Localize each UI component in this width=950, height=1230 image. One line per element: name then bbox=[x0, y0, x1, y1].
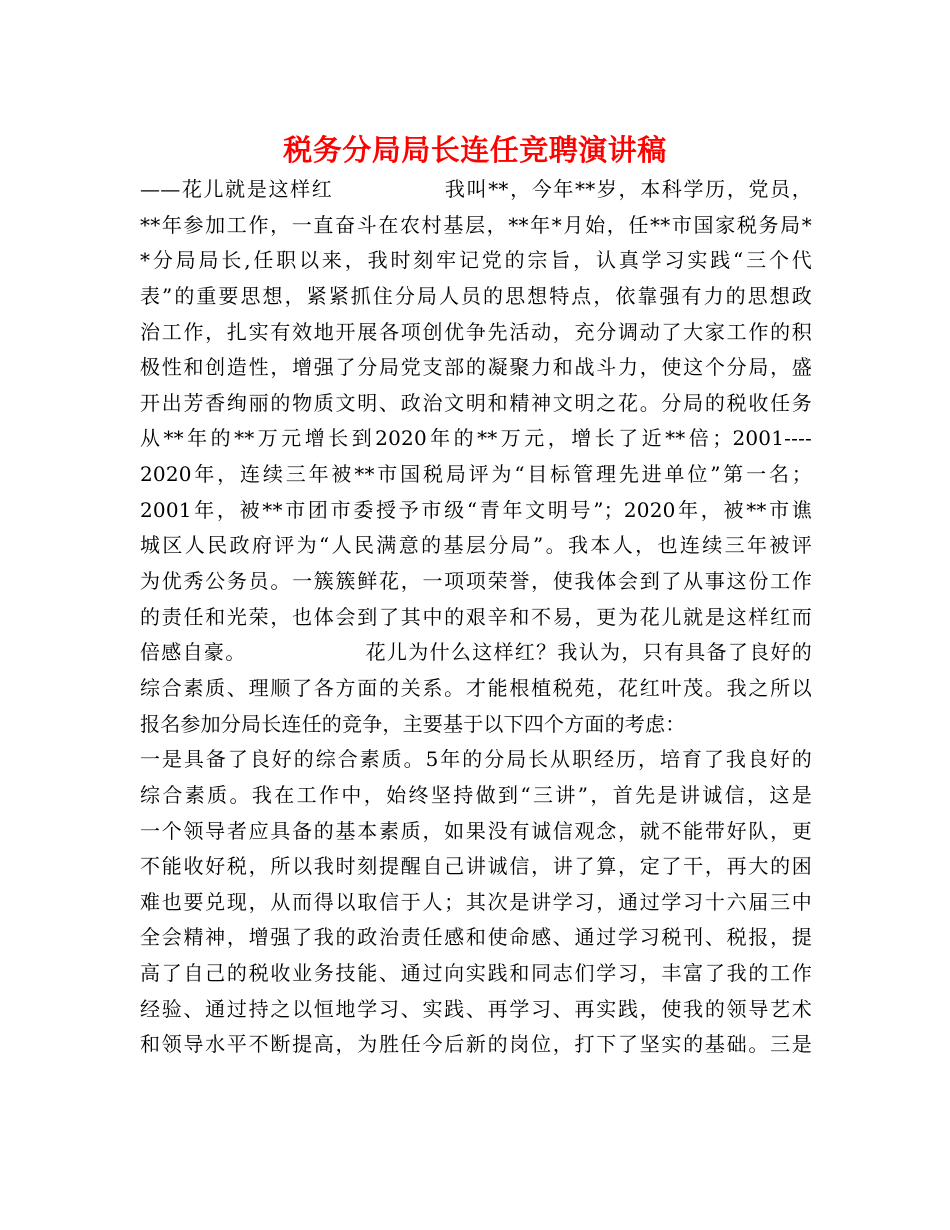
text-line: 综合素质。我在工作中，始终坚持做到“三讲”，首先是讲诚信，这是 bbox=[140, 782, 812, 807]
document-body bbox=[140, 172, 812, 1063]
text-line-segment: 我叫**，今年**岁，本科学历，党员， bbox=[443, 177, 812, 201]
text-line: 治工作，扎实有效地开展各项创优争先活动，充分调动了大家工作的积 bbox=[140, 319, 812, 344]
text-line: 高了自己的税收业务技能、通过向实践和同志们学习，丰富了我的工作 bbox=[140, 961, 812, 986]
text-line: 2020年，连续三年被**市国税局评为“目标管理先进单位”第一名； bbox=[140, 462, 812, 487]
text-line-segment: 倍感自豪。 bbox=[140, 640, 247, 665]
text-line: 从**年的**万元增长到2020年的**万元，增长了近**倍；2001---- bbox=[140, 426, 812, 451]
text-line: 不能收好税，所以我时刻提醒自己讲诚信，讲了算，定了干，再大的困 bbox=[140, 854, 812, 879]
text-line: 城区人民政府评为“人民满意的基层分局”。我本人，也连续三年被评 bbox=[140, 533, 812, 558]
text-line-segment: 花儿为什么这样红？我认为，只有具备了良好的 bbox=[364, 640, 812, 665]
document-title: 税务分局局长连任竞聘演讲稿 bbox=[283, 133, 667, 167]
text-line: *分局局长,任职以来，我时刻牢记党的宗旨，认真学习实践“三个代 bbox=[140, 248, 812, 273]
text-line: 2001年，被**市团市委授予市级“青年文明号”；2020年，被**市谯 bbox=[140, 497, 812, 522]
text-line: 和领导水平不断提高，为胜任今后新的岗位，打下了坚实的基础。三是 bbox=[140, 1032, 812, 1057]
text-line: 报名参加分局长连任的竞争，主要基于以下四个方面的考虑： bbox=[140, 711, 686, 736]
text-line: 经验、通过持之以恒地学习、实践、再学习、再实践，使我的领导艺术 bbox=[140, 996, 812, 1021]
text-line: 综合素质、理顺了各方面的关系。才能根植税苑，花红叶茂。我之所以 bbox=[140, 675, 812, 700]
text-line: 开出芳香绚丽的物质文明、政治文明和精神文明之花。分局的税收任务 bbox=[140, 390, 812, 415]
text-line: 极性和创造性，增强了分局党支部的凝聚力和战斗力，使这个分局，盛 bbox=[140, 355, 812, 380]
text-line: 为优秀公务员。一簇簇鲜花，一项项荣誉，使我体会到了从事这份工作 bbox=[140, 569, 812, 594]
text-line: 的责任和光荣，也体会到了其中的艰辛和不易，更为花儿就是这样红而 bbox=[140, 604, 812, 629]
text-line: **年参加工作，一直奋斗在农村基层，**年*月始，任**市国家税务局* bbox=[140, 212, 812, 237]
text-line: 全会精神，增强了我的政治责任感和使命感、通过学习税刊、税报，提 bbox=[140, 925, 812, 950]
text-line-segment: ——花儿就是这样红 bbox=[140, 177, 334, 201]
text-line bbox=[140, 635, 812, 671]
text-line: 一是具备了良好的综合素质。5年的分局长从职经历，培育了我良好的 bbox=[140, 747, 812, 772]
text-line: 难也要兑现，从而得以取信于人；其次是讲学习，通过学习十六届三中 bbox=[140, 889, 812, 914]
text-line: 表”的重要思想，紧紧抓住分局人员的思想特点，依靠强有力的思想政 bbox=[140, 283, 812, 308]
text-line: 一个领导者应具备的基本素质，如果没有诚信观念，就不能带好队，更 bbox=[140, 818, 812, 843]
text-line bbox=[140, 172, 812, 208]
